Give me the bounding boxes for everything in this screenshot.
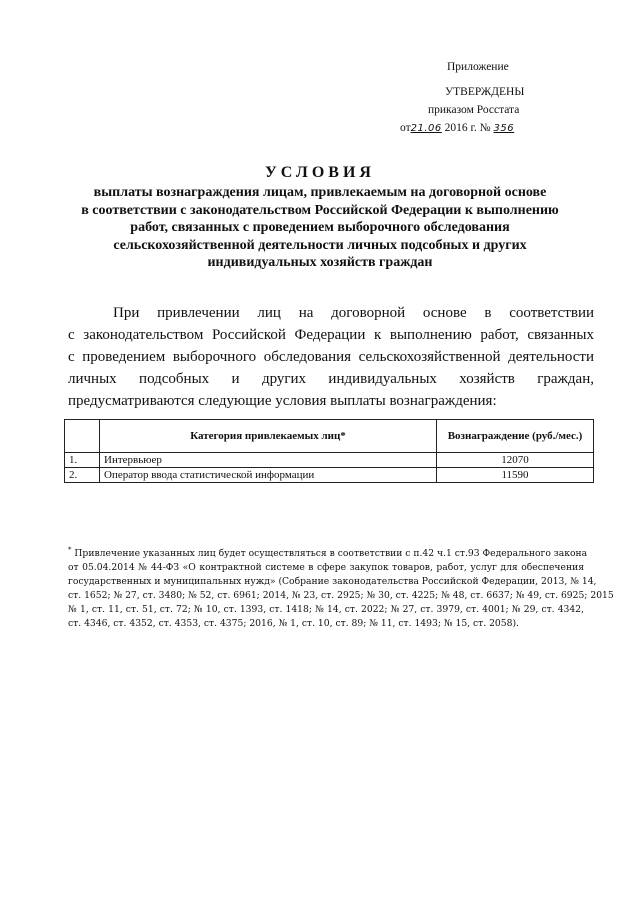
- rewards-table: [64, 419, 594, 483]
- footnote-marker: *: [68, 546, 72, 554]
- footnote-line: ст. 1652; № 27, ст. 3480; № 52, ст. 6961; 2014, № 23, ст. 2925; № 30, ст. 4225; № 48, ст. 6637; № 49, ст. 6925; 2015: [68, 590, 614, 602]
- order-date-line: [400, 119, 600, 138]
- subtitle-line: в соответствии с законодательством Российской Федерации к выполнению: [81, 202, 559, 218]
- footnote-line: от 05.04.2014 № 44-ФЗ «О контрактной системе в сфере закупок товаров, работ, услуг для обеспечения: [68, 562, 584, 574]
- footnote: [68, 543, 614, 631]
- approved-label: УТВЕРЖДЕНЫ: [445, 86, 525, 98]
- footnote-text: Привлечение указанных лиц будет осуществляться в соответствии с п.42 ч.1 ст.93 Федерального закона: [74, 548, 588, 560]
- date-prefix: от: [400, 122, 411, 134]
- subtitle-line: индивидуальных хозяйств граждан: [207, 255, 433, 270]
- footnote-line: ст. 4346, ст. 4352, ст. 4353, ст. 4375; 2016, № 1, ст. 10, ст. 89; № 11, ст. 1493; № 15, ст. 2058).: [68, 618, 519, 630]
- paragraph-line: личных подсобных и других индивидуальных хозяйств граждан,: [68, 371, 594, 387]
- header-reward: Вознаграждение (руб./мес.): [437, 420, 594, 453]
- paragraph-line: с законодательством Российской Федерации к выполнению работ, связанных: [68, 327, 594, 343]
- footnote-line: государственных и муниципальных нужд» (Собрание законодательства Российской Федерации, 2013, № 14,: [68, 576, 597, 588]
- row-reward: 12070: [437, 453, 594, 468]
- footnote-line: № 1, ст. 11, ст. 51, ст. 72; № 10, ст. 1393, ст. 1418; № 14, ст. 2022; № 27, ст. 3979, ст. 4001; № 29, ст. 4342,: [68, 604, 584, 616]
- document-heading: [40, 162, 600, 272]
- main-paragraph: [68, 302, 594, 412]
- table-row: [65, 468, 594, 483]
- row-reward: 11590: [437, 468, 594, 483]
- appendix-label: Приложение: [447, 61, 509, 73]
- handwritten-order-number: 356: [493, 123, 515, 134]
- document-title: УСЛОВИЯ: [265, 164, 375, 181]
- table-header-row: [65, 420, 594, 453]
- approval-block: [400, 58, 600, 138]
- row-category: Интервьюер: [100, 453, 437, 468]
- paragraph-line: При привлечении лиц на договорной основе в соответствии: [113, 305, 594, 321]
- header-number: [65, 420, 100, 453]
- date-year: 2016 г. №: [444, 122, 491, 134]
- row-number: 1.: [65, 453, 100, 468]
- table-row: [65, 453, 594, 468]
- paragraph-line: с проведением выборочного обследования сельскохозяйственной деятельности: [68, 349, 594, 365]
- paragraph-line: предусматриваются следующие условия выплаты вознаграждения:: [68, 393, 497, 409]
- order-label: приказом Росстата: [428, 104, 520, 116]
- handwritten-date: 21.06: [410, 123, 442, 134]
- header-category: Категория привлекаемых лиц*: [100, 420, 437, 453]
- footnote-line: [68, 543, 588, 561]
- row-number: 2.: [65, 468, 100, 483]
- subtitle-line: работ, связанных с проведением выборочного обследования: [130, 220, 510, 235]
- subtitle-line: выплаты вознаграждения лицам, привлекаемым на договорной основе: [93, 185, 547, 200]
- row-category: Оператор ввода статистической информации: [100, 468, 437, 483]
- subtitle-line: сельскохозяйственной деятельности личных подсобных и других: [113, 237, 527, 253]
